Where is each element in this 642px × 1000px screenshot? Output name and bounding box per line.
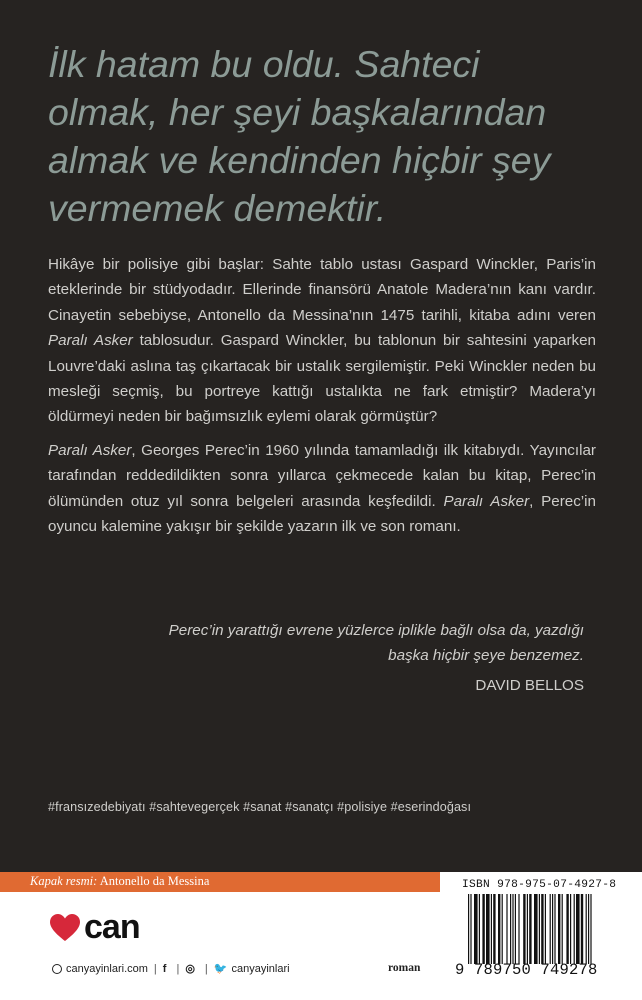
synopsis-paragraph-2 [48, 438, 596, 540]
globe-icon [52, 964, 62, 974]
text-run: , Georges Perec’in 1960 yılında tamamladığı ilk kitabıydı. Yayıncılar tarafından reddedildikten sonra yıllarca çekmecede kalan bu kitap, Perec’in ölümünden otuz yıl sonra belgeleri arasında keşfedildi. [48, 441, 596, 510]
quote-line: almak ve kendinden hiçbir şey [48, 139, 551, 181]
facebook-icon[interactable]: f [162, 962, 167, 975]
isbn-label: ISBN 978-975-07-4927-8 [462, 879, 617, 891]
blurb-line: başka hiçbir şeye benzemez. [388, 647, 584, 665]
hashtags: #fransızedebiyatı #sahtevegerçek #sanat #sanatçı #polisiye #eserindoğası [48, 800, 472, 814]
blurb-author: DAVID BELLOS [475, 676, 584, 694]
quote-line: İlk hatam bu oldu. Sahteci [48, 43, 480, 85]
review-blurb [64, 618, 584, 698]
text-run: tablosudur. Gaspard Winckler, bu tablonun bir sahtesini yaparken Louvre’daki aslına taş çıkartacak bir ustalık sergilemiştir. Peki Winckler neden bu mesleği seçmiş, bu portreye kattığı ustalıkta ne fark etmiştir? Madera’yı öldürmeyi neden bir bağımsızlık eylemi olarak görmüştür? [48, 332, 596, 426]
cover-credit [30, 874, 209, 889]
divider: | [176, 962, 180, 975]
heart-icon [50, 914, 80, 942]
website-link[interactable]: canyayinlari.com [66, 962, 148, 975]
synopsis-paragraph-1 [48, 252, 596, 430]
twitter-icon[interactable]: 🐦 [213, 963, 228, 975]
social-handle[interactable]: canyayinlari [231, 962, 290, 975]
logo-wordmark: can [84, 908, 140, 946]
pull-quote [48, 40, 608, 232]
blurb-line: Perec’in yarattığı evrene yüzlerce iplikle bağlı olsa da, yazdığı [168, 622, 584, 639]
synopsis [48, 252, 596, 547]
divider: | [153, 962, 157, 975]
genre-label: roman [388, 962, 421, 974]
barcode [468, 894, 628, 964]
book-title-italic: Paralı Asker [48, 441, 132, 459]
publisher-logo [50, 908, 140, 947]
cover-credit-label: Kapak resmi: [30, 874, 98, 888]
isbn-number: 9 789750 749278 [455, 961, 598, 979]
book-title-italic: Paralı Asker [443, 492, 530, 510]
quote-line: vermemek demektir. [48, 187, 387, 229]
quote-line: olmak, her şeyi başkalarından [48, 91, 547, 133]
publisher-links [52, 962, 290, 975]
book-title-italic: Paralı Asker [48, 332, 133, 350]
text-run: , Perec’in oyuncu kalemine yakışır bir şekilde yazarın ilk ve son romanı. [48, 492, 596, 536]
instagram-icon[interactable]: ◎ [185, 963, 195, 975]
divider: | [204, 962, 208, 975]
text-run: Hikâye bir polisiye gibi başlar: Sahte tablo ustası Gaspard Winckler, Paris’in eteklerinde bir stüdyodadır. Ellerinde finansörü Anatole Madera’nın kanı vardır. Cinayetin sebebiyse, Antonello da Messina’nın 1475 tarihli, kitaba adını veren [48, 256, 596, 324]
cover-credit-name: Antonello da Messina [99, 874, 210, 888]
